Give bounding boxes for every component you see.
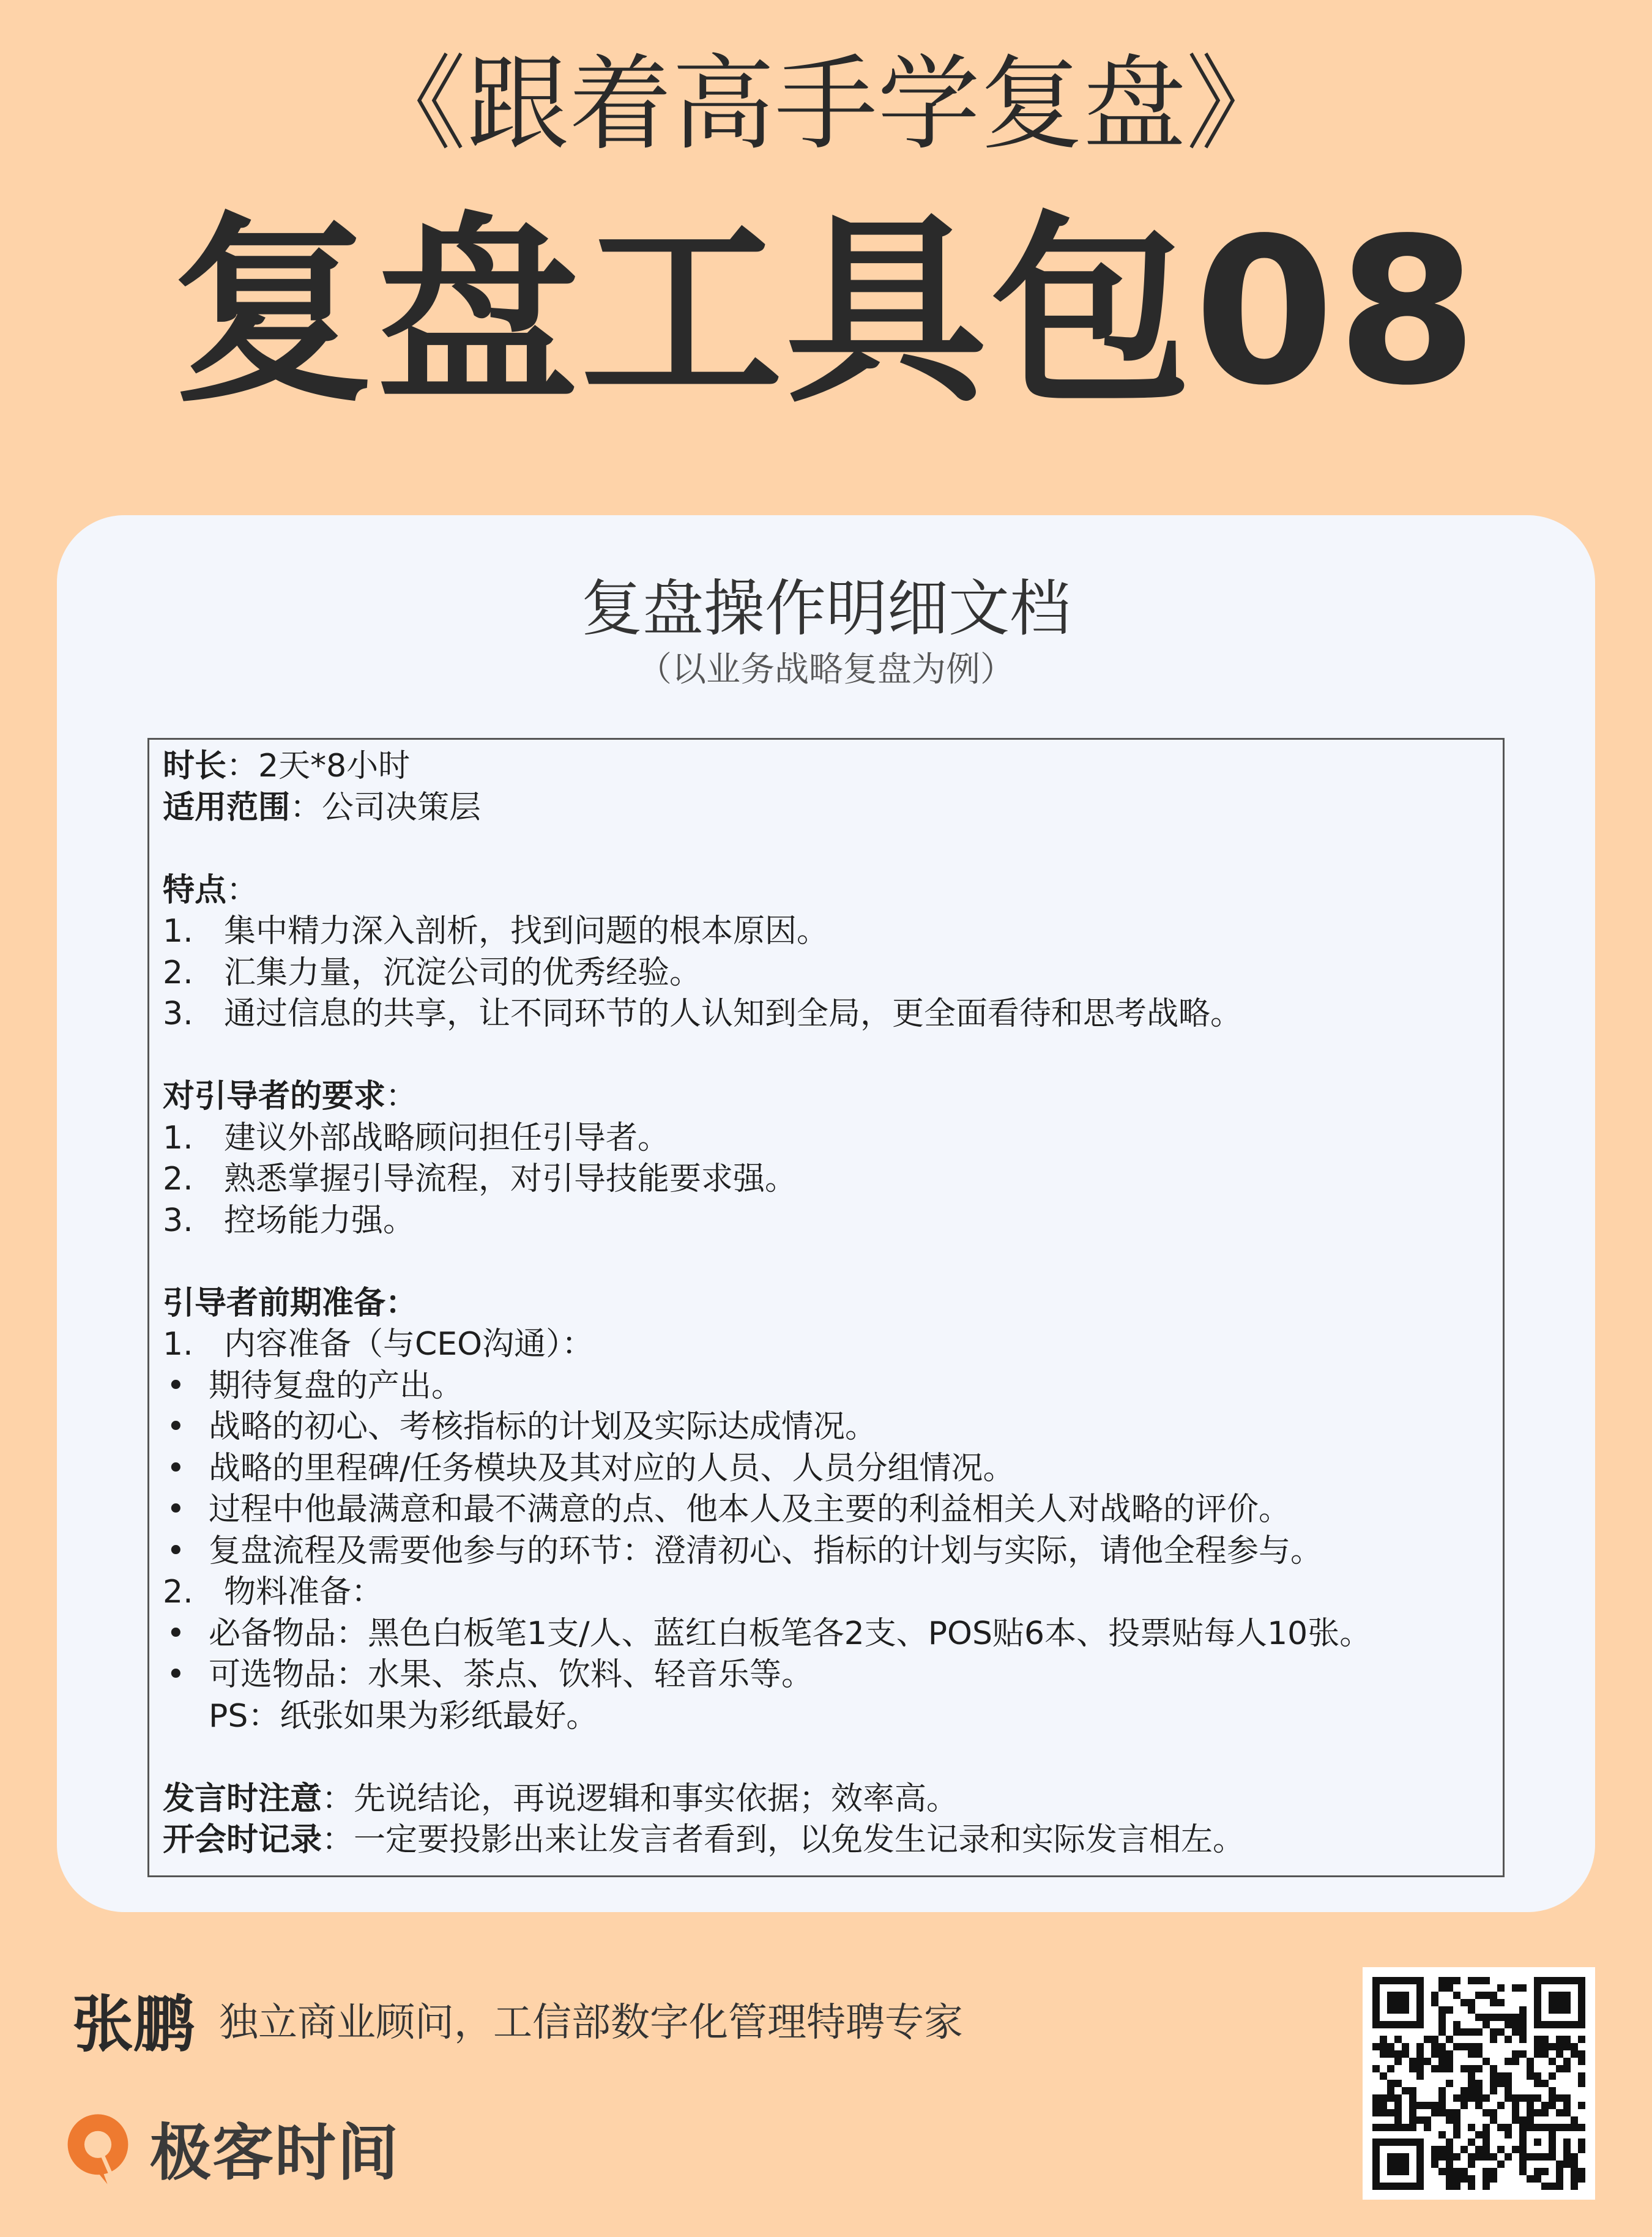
facilitator-req-heading: [163, 1076, 1489, 1118]
scope-line: [163, 787, 1489, 829]
features-colon: ：: [226, 871, 259, 909]
facilitator-req-item: [163, 1200, 1489, 1242]
feature-number: 1.: [163, 913, 193, 950]
bullet-icon: •: [166, 1409, 185, 1445]
bullet-icon: •: [166, 1656, 185, 1693]
document-content-box: [147, 738, 1505, 1877]
prep-content-title: 内容准备（与CEO沟通）：: [224, 1326, 594, 1363]
req-text: 控场能力强。: [224, 1202, 415, 1239]
feature-text: 通过信息的共享，让不同环节的人认知到全局，更全面看待和思考战略。: [224, 996, 1243, 1032]
feature-item: [163, 911, 1489, 953]
prep-content-text: 复盘流程及需要他参与的环节：澄清初心、指标的计划与实际，请他全程参与。: [209, 1532, 1323, 1569]
bullet-icon: •: [166, 1491, 185, 1528]
duration-line: [163, 746, 1489, 787]
feature-text: 集中精力深入剖析，找到问题的根本原因。: [224, 913, 829, 950]
prep-content-item: [163, 1531, 1489, 1573]
prep-content-heading: [163, 1324, 1489, 1366]
req-text: 建议外部战略顾问担任引导者。: [224, 1119, 670, 1156]
bullet-icon: •: [166, 1367, 185, 1404]
prep-ps-text: PS：纸张如果为彩纸最好。: [209, 1697, 598, 1735]
prep-content-text: 期待复盘的产出。: [209, 1367, 464, 1404]
facilitator-req-item: [163, 1159, 1489, 1200]
scope-value: ：公司决策层: [290, 789, 482, 826]
brand-name: 极客时间: [150, 2117, 400, 2189]
speaking-value: ：先说结论，再说逻辑和事实依据；效率高。: [322, 1780, 959, 1817]
req-text: 熟悉掌握引导流程，对引导技能要求强。: [224, 1161, 797, 1197]
prep-content-text: 过程中他最满意和最不满意的点、他本人及主要的利益相关人对战略的评价。: [209, 1491, 1291, 1528]
feature-number: 2.: [163, 954, 193, 991]
prep-material-item: [163, 1614, 1489, 1655]
facilitator-req-label: 对引导者的要求: [163, 1078, 386, 1115]
author-info: [72, 1979, 963, 2059]
facilitator-req-colon: ：: [385, 1078, 418, 1115]
bullet-icon: •: [166, 1532, 185, 1569]
duration-label: 时长: [163, 748, 227, 784]
main-title: 复盘工具包08: [172, 195, 1480, 430]
features-label: 特点: [163, 871, 227, 909]
prep-content-text: 战略的里程碑/任务模块及其对应的人员、人员分组情况。: [209, 1450, 1015, 1487]
prep-content-item: [163, 1448, 1489, 1490]
speaking-line: [163, 1779, 1489, 1820]
series-title: 《跟着高手学复盘》: [363, 44, 1289, 164]
recording-line: [163, 1820, 1489, 1861]
duration-value: ：2天*8小时: [226, 748, 411, 784]
req-number: 3.: [163, 1202, 193, 1239]
facilitator-req-item: [163, 1118, 1489, 1159]
prep-material-text: 可选物品：水果、茶点、饮料、轻音乐等。: [209, 1656, 814, 1693]
prep-content-item: [163, 1366, 1489, 1407]
prep-number: 2.: [163, 1574, 193, 1610]
document-title: 复盘操作明细文档: [581, 573, 1071, 644]
prep-content-item: [163, 1407, 1489, 1448]
geektime-logo-icon: [58, 2108, 138, 2187]
req-number: 1.: [163, 1119, 193, 1156]
prep-number: 1.: [163, 1326, 193, 1363]
brand: [58, 2105, 400, 2190]
prep-material-text: 必备物品：黑色白板笔1支/人、蓝红白板笔各2支、POS贴6本、投票贴每人10张。: [209, 1615, 1372, 1652]
req-number: 2.: [163, 1161, 193, 1197]
scope-label: 适用范围: [163, 789, 291, 826]
feature-number: 3.: [163, 996, 193, 1032]
bullet-icon: •: [166, 1450, 185, 1487]
recording-value: ：一定要投影出来让发言者看到，以免发生记录和实际发言相左。: [322, 1822, 1245, 1858]
prep-heading: 引导者前期准备：: [163, 1284, 418, 1322]
feature-item: [163, 994, 1489, 1035]
author-description: 独立商业顾问，工信部数字化管理特聘专家: [219, 2000, 963, 2045]
features-heading: [163, 870, 1489, 912]
recording-label: 开会时记录: [163, 1822, 322, 1858]
bullet-icon: •: [166, 1615, 185, 1652]
prep-material-heading: [163, 1572, 1489, 1614]
document-subtitle: （以业务战略复盘为例）: [638, 650, 1014, 690]
prep-material-item: [163, 1654, 1489, 1696]
qr-code-icon: [1363, 1967, 1595, 2200]
prep-ps-line: [163, 1696, 1489, 1738]
prep-content-item: [163, 1489, 1489, 1531]
feature-item: [163, 953, 1489, 994]
prep-content-text: 战略的初心、考核指标的计划及实际达成情况。: [209, 1409, 877, 1445]
prep-material-title: 物料准备：: [224, 1574, 384, 1610]
feature-text: 汇集力量，沉淀公司的优秀经验。: [224, 954, 702, 991]
speaking-label: 发言时注意: [163, 1780, 322, 1817]
author-name: 张鹏: [72, 1989, 195, 2060]
